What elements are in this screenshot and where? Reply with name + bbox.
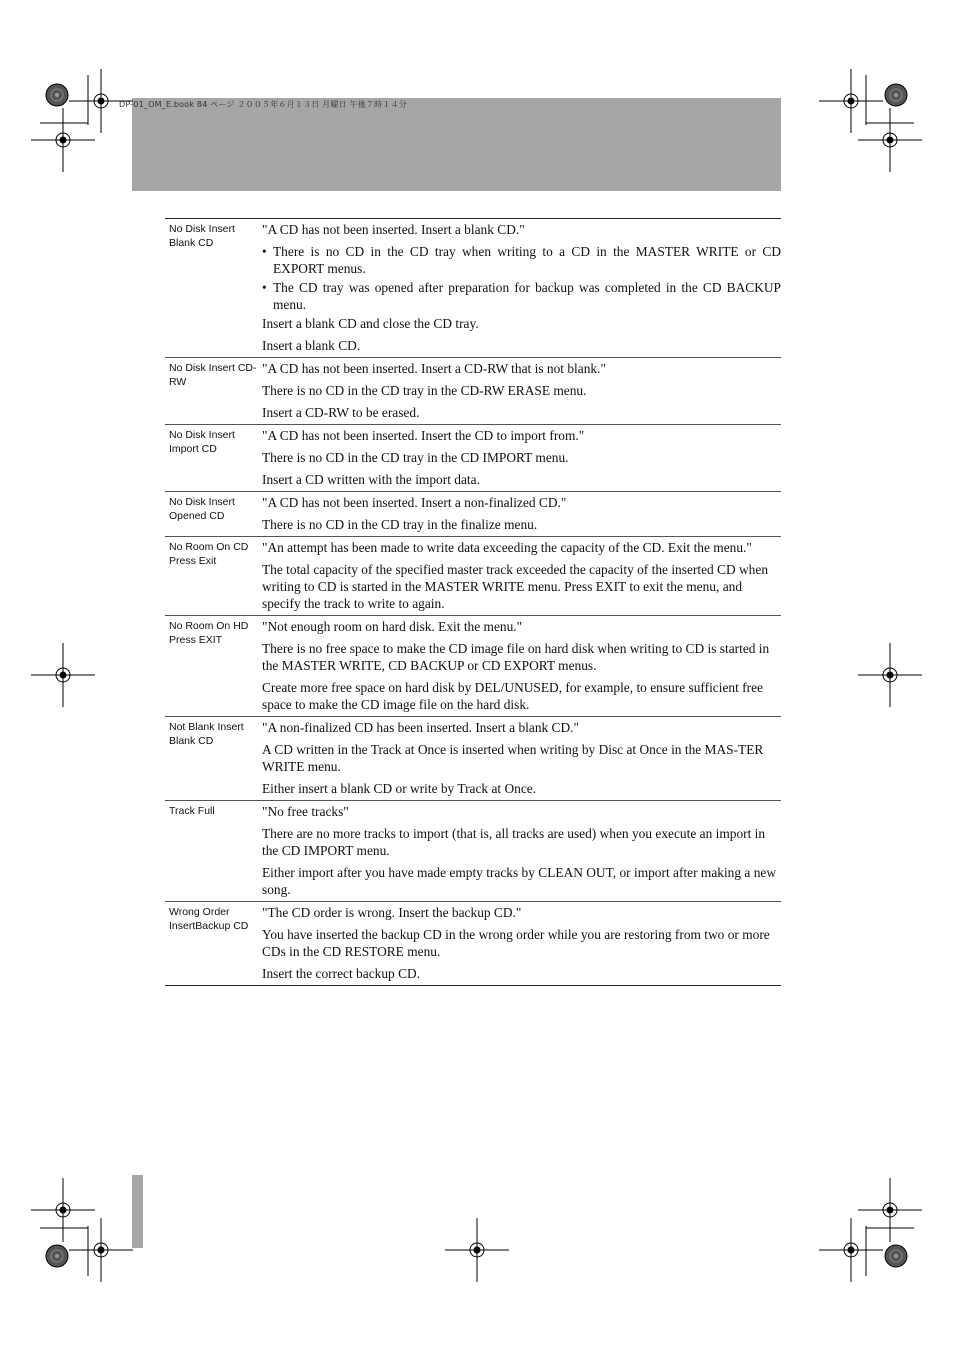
message-cell bbox=[165, 494, 258, 533]
message-cell bbox=[165, 618, 258, 713]
message-text: No Disk Insert Opened CD bbox=[169, 496, 235, 522]
description-para: There are no more tracks to import (that is, all tracks are used) when you execute an import in the CD IMPORT menu. bbox=[262, 826, 766, 858]
message-quote: "The CD order is wrong. Insert the backup CD." bbox=[262, 905, 522, 920]
message-quote: "A CD has not been inserted. Insert the CD to import from." bbox=[262, 428, 585, 443]
target-mark-top-right bbox=[885, 84, 907, 106]
message-text: Wrong Order InsertBackup CD bbox=[169, 906, 249, 932]
description-cell bbox=[258, 360, 781, 421]
table-row bbox=[165, 615, 781, 716]
message-cell bbox=[165, 803, 258, 898]
description-para: Insert a blank CD. bbox=[262, 338, 361, 353]
table-row bbox=[165, 800, 781, 901]
crosshair-bottom-right-upper bbox=[858, 1178, 922, 1242]
description-cell bbox=[258, 427, 781, 488]
description-para: There is no CD in the CD tray in the CD-RW ERASE menu. bbox=[262, 383, 587, 398]
message-text: Not Blank Insert Blank CD bbox=[169, 721, 244, 747]
message-text: No Room On CD Press Exit bbox=[169, 541, 249, 567]
message-quote: "A non-finalized CD has been inserted. Insert a blank CD." bbox=[262, 720, 579, 735]
message-quote: "An attempt has been made to write data exceeding the capacity of the CD. Exit the menu." bbox=[262, 540, 752, 555]
description-para: Insert a blank CD and close the CD tray. bbox=[262, 316, 479, 331]
message-text: No Disk Insert Blank CD bbox=[169, 223, 235, 249]
description-para: Insert a CD written with the import data. bbox=[262, 472, 480, 487]
crosshair-bottom-left-upper bbox=[31, 1178, 95, 1242]
crosshair-top-right-lower bbox=[858, 108, 922, 172]
message-cell bbox=[165, 719, 258, 797]
table-row bbox=[165, 901, 781, 985]
table-row bbox=[165, 716, 781, 800]
description-para: Insert the correct backup CD. bbox=[262, 966, 421, 981]
message-text: No Room On HD Press EXIT bbox=[169, 620, 249, 646]
cause-list bbox=[262, 243, 781, 313]
description-cell bbox=[258, 618, 781, 713]
message-quote: "A CD has not been inserted. Insert a blank CD." bbox=[262, 222, 525, 237]
description-para: There is no free space to make the CD image file on hard disk when writing to CD is started in the MASTER WRITE, CD BACKUP or CD EXPORT menus. bbox=[262, 641, 770, 673]
crosshair-bottom-center bbox=[445, 1218, 509, 1282]
message-text: No Disk Insert CD- RW bbox=[169, 362, 257, 388]
description-cell bbox=[258, 803, 781, 898]
message-quote: "A CD has not been inserted. Insert a CD-RW that is not blank." bbox=[262, 361, 606, 376]
target-mark-bottom-left bbox=[46, 1245, 68, 1267]
list-item: • The CD tray was opened after preparation for backup was completed in the CD BACKUP menu. bbox=[262, 279, 781, 313]
message-quote: "Not enough room on hard disk. Exit the menu." bbox=[262, 619, 523, 634]
description-para: Insert a CD-RW to be erased. bbox=[262, 405, 420, 420]
message-quote: "No free tracks" bbox=[262, 804, 349, 819]
description-para: The total capacity of the specified master track exceeded the capacity of the inserted CD when writing to CD is started in the MASTER WRITE menu. Press EXIT to exit the menu, and specify the track to write to again. bbox=[262, 562, 769, 611]
description-para: Create more free space on hard disk by DEL/UNUSED, for example, to ensure sufficient free space to make the CD image file on the hard disk. bbox=[262, 680, 763, 712]
error-message-table bbox=[165, 218, 781, 986]
crosshair-top-left-lower bbox=[31, 108, 95, 172]
message-quote: "A CD has not been inserted. Insert a non-finalized CD." bbox=[262, 495, 567, 510]
table-row bbox=[165, 219, 781, 357]
description-cell bbox=[258, 494, 781, 533]
message-cell bbox=[165, 360, 258, 421]
description-para: Either insert a blank CD or write by Track at Once. bbox=[262, 781, 537, 796]
description-cell bbox=[258, 221, 781, 354]
list-item: • There is no CD in the CD tray when writing to a CD in the MASTER WRITE or CD EXPORT menus. bbox=[262, 243, 781, 277]
message-text: No Disk Insert Import CD bbox=[169, 429, 235, 455]
description-cell bbox=[258, 904, 781, 982]
table-row bbox=[165, 491, 781, 536]
target-mark-top-left bbox=[46, 84, 68, 106]
description-para: Either import after you have made empty tracks by CLEAN OUT, or import after making a new song. bbox=[262, 865, 777, 897]
target-mark-bottom-right bbox=[885, 1245, 907, 1267]
message-cell bbox=[165, 221, 258, 354]
table-row bbox=[165, 357, 781, 424]
message-text: Track Full bbox=[169, 805, 215, 817]
crosshair-mid-left bbox=[31, 643, 95, 707]
message-cell bbox=[165, 904, 258, 982]
description-para: A CD written in the Track at Once is inserted when writing by Disc at Once in the MAS-TER WRITE menu. bbox=[262, 742, 764, 774]
crosshair-mid-right bbox=[858, 643, 922, 707]
message-cell bbox=[165, 427, 258, 488]
description-para: There is no CD in the CD tray in the finalize menu. bbox=[262, 517, 538, 532]
description-para: You have inserted the backup CD in the wrong order while you are restoring from two or more CDs in the CD RESTORE menu. bbox=[262, 927, 770, 959]
print-slug: DP-01_OM_E.book 84 ページ ２００５年６月１３日 月曜日 午後７時１４分 bbox=[119, 100, 407, 109]
table-row bbox=[165, 424, 781, 491]
description-cell bbox=[258, 539, 781, 612]
description-para: There is no CD in the CD tray in the CD IMPORT menu. bbox=[262, 450, 569, 465]
description-cell bbox=[258, 719, 781, 797]
table-row bbox=[165, 536, 781, 615]
message-cell bbox=[165, 539, 258, 612]
